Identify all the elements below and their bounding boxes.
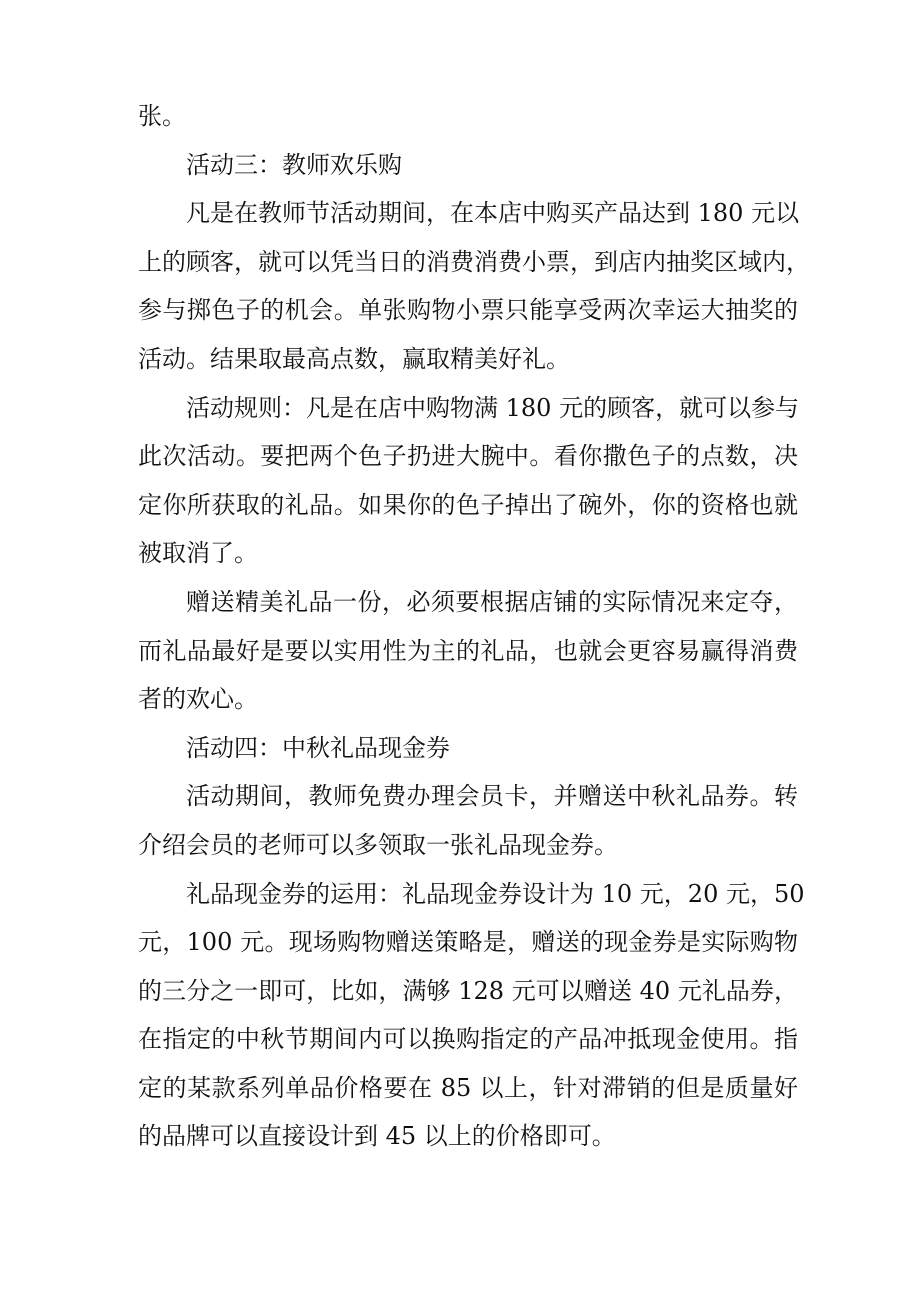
section-heading-activity-3: 活动三：教师欢乐购 xyxy=(186,150,402,179)
text-line: 被取消了。 xyxy=(138,539,258,568)
document-body xyxy=(138,92,810,1161)
text-line: 张。 xyxy=(138,102,186,130)
text-line: 活动期间，教师免费办理会员卡，并赠送中秋礼品券。转 xyxy=(186,782,798,811)
text-line: 参与掷色子的机会。单张购物小票只能享受两次幸运大抽奖的 xyxy=(138,296,798,325)
section-heading-activity-4: 活动四：中秋礼品现金券 xyxy=(186,733,450,762)
text-line: 的三分之一即可，比如，满够 128 元可以赠送 40 元礼品券， xyxy=(138,976,798,1005)
text-line: 活动。结果取最高点数，赢取精美好礼。 xyxy=(138,344,570,373)
text-line: 上的顾客，就可以凭当日的消费消费小票，到店内抽奖区域内， xyxy=(138,247,810,276)
text-line: 定的某款系列单品价格要在 85 以上，针对滞销的但是质量好 xyxy=(138,1073,798,1102)
text-line: 赠送精美礼品一份，必须要根据店铺的实际情况来定夺， xyxy=(186,587,798,616)
text-line: 者的欢心。 xyxy=(138,685,258,714)
text-line: 介绍会员的老师可以多领取一张礼品现金券。 xyxy=(138,830,618,859)
text-line: 在指定的中秋节期间内可以换购指定的产品冲抵现金使用。指 xyxy=(138,1025,798,1054)
text-line: 元，100 元。现场购物赠送策略是，赠送的现金券是实际购物 xyxy=(138,928,798,957)
text-line: 凡是在教师节活动期间，在本店中购买产品达到 180 元以 xyxy=(186,199,800,228)
text-line: 而礼品最好是要以实用性为主的礼品，也就会更容易赢得消费 xyxy=(138,636,798,665)
text-line: 定你所获取的礼品。如果你的色子掉出了碗外，你的资格也就 xyxy=(138,490,798,519)
text-line: 礼品现金券的运用：礼品现金券设计为 10 元，20 元，50 xyxy=(186,879,805,908)
text-line: 活动规则：凡是在店中购物满 180 元的顾客，就可以参与 xyxy=(186,393,800,422)
text-line: 此次活动。要把两个色子扔进大腕中。看你撒色子的点数，决 xyxy=(138,442,798,471)
text-line: 的品牌可以直接设计到 45 以上的价格即可。 xyxy=(138,1122,616,1151)
